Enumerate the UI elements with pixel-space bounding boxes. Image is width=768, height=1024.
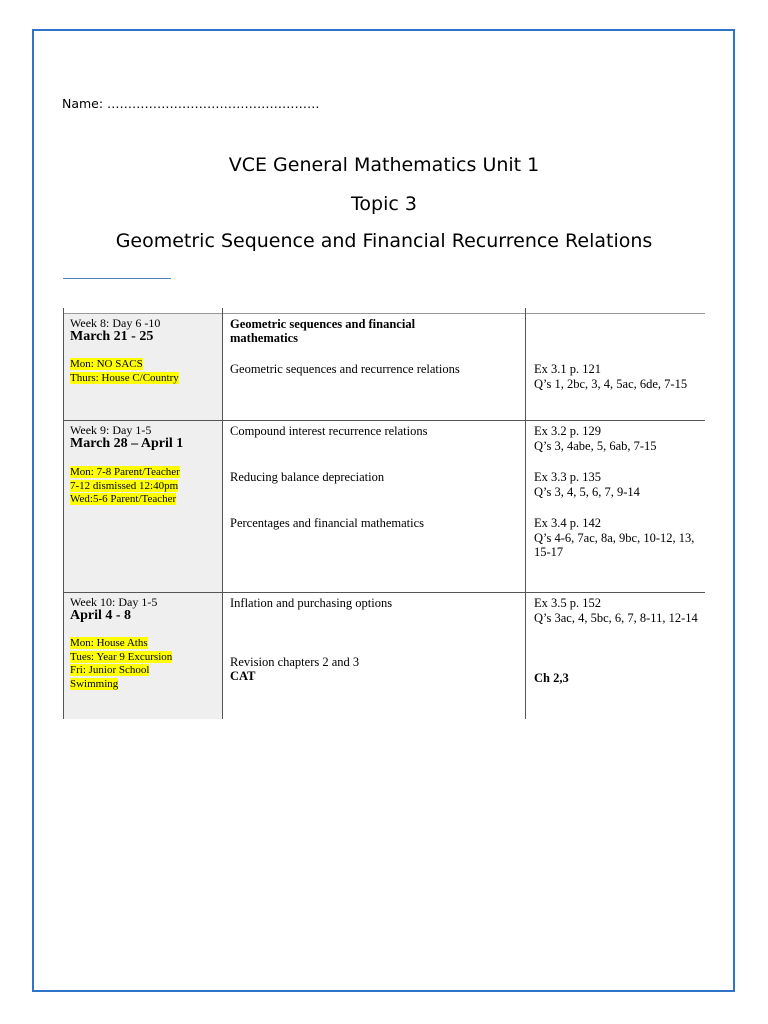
exercise-ref: Ex 3.3 p. 135 (534, 470, 602, 484)
exercise-questions: Q’s 3, 4, 5, 6, 7, 9-14 (534, 485, 640, 499)
week-cell (63, 313, 222, 420)
note: Mon: NO SACS (70, 358, 143, 370)
name-field-label: Name: …………………………………………… (62, 96, 320, 111)
exercise-cell (526, 592, 705, 719)
exercise-questions: Q’s 4-6, 7ac, 8a, 9bc, 10-12, 13, 15-17 (534, 531, 695, 559)
week-notes (70, 358, 179, 385)
week-dates: March 21 - 25 (70, 329, 154, 344)
topic-text: Compound interest recurrence relations (230, 424, 428, 438)
column-divider (222, 308, 223, 719)
row-divider (63, 420, 705, 421)
table-row (63, 313, 705, 420)
exercise-questions: Q’s 1, 2bc, 3, 4, 5ac, 6de, 7-15 (534, 377, 688, 391)
note: Tues: Year 9 Excursion (70, 650, 173, 663)
cat-label: CAT (230, 669, 256, 683)
exercise-cell (526, 313, 705, 420)
exercise-questions: Q’s 3, 4abe, 5, 6ab, 7-15 (534, 439, 657, 453)
week-dates: April 4 - 8 (70, 608, 132, 623)
week-notes (70, 466, 180, 507)
topic-text: Percentages and financial mathematics (230, 516, 425, 530)
row-divider (63, 592, 705, 593)
schedule-table (63, 313, 705, 719)
exercise-ref: Ex 3.4 p. 142 (534, 516, 602, 530)
column-divider (63, 308, 64, 719)
exercise-ref: Ex 3.2 p. 129 (534, 424, 602, 438)
table-row (63, 420, 705, 592)
topic-cell (223, 592, 525, 719)
exercise-questions: Q’s 3ac, 4, 5bc, 6, 7, 8-11, 12-14 (534, 611, 698, 625)
week-cell (63, 420, 222, 592)
week-label: Week 10: Day 1-5 (70, 595, 158, 609)
week-label: Week 9: Day 1-5 (70, 423, 152, 437)
note: Thurs: House C/Country (70, 371, 179, 384)
cat-chapters: Ch 2,3 (534, 671, 569, 685)
topic-text: Reducing balance depreciation (230, 470, 385, 484)
topic-number: Topic 3 (351, 193, 417, 215)
exercise-ref: Ex 3.1 p. 121 (534, 362, 602, 376)
table-row (63, 592, 705, 719)
note: Swimming (70, 677, 119, 690)
note: Wed:5-6 Parent/Teacher (70, 493, 177, 505)
table-top-border (63, 313, 705, 314)
topic-text: Inflation and purchasing options (230, 596, 393, 610)
column-divider (525, 308, 526, 719)
topic-cell (223, 313, 525, 420)
course-title: VCE General Mathematics Unit 1 (228, 154, 540, 176)
week-dates: March 28 – April 1 (70, 436, 184, 451)
topic-heading: Geometric sequences and financial (230, 317, 416, 331)
week-cell (63, 592, 222, 719)
note: Mon: House Aths (70, 637, 148, 649)
note: 7-12 dismissed 12:40pm (70, 479, 179, 492)
exercise-cell (526, 420, 705, 592)
exercise-ref: Ex 3.5 p. 152 (534, 596, 602, 610)
topic-heading: mathematics (230, 331, 299, 345)
topic-title: Geometric Sequence and Financial Recurrence Relations (115, 230, 653, 252)
topic-text: Geometric sequences and recurrence relations (230, 362, 460, 376)
week-notes (70, 637, 172, 691)
topic-cell (223, 420, 525, 592)
week-label: Week 8: Day 6 -10 (70, 316, 161, 330)
note: Mon: 7-8 Parent/Teacher (70, 466, 180, 478)
topic-text: Revision chapters 2 and 3 (230, 655, 360, 669)
title-underline (63, 278, 171, 279)
note: Fri: Junior School (70, 664, 150, 676)
